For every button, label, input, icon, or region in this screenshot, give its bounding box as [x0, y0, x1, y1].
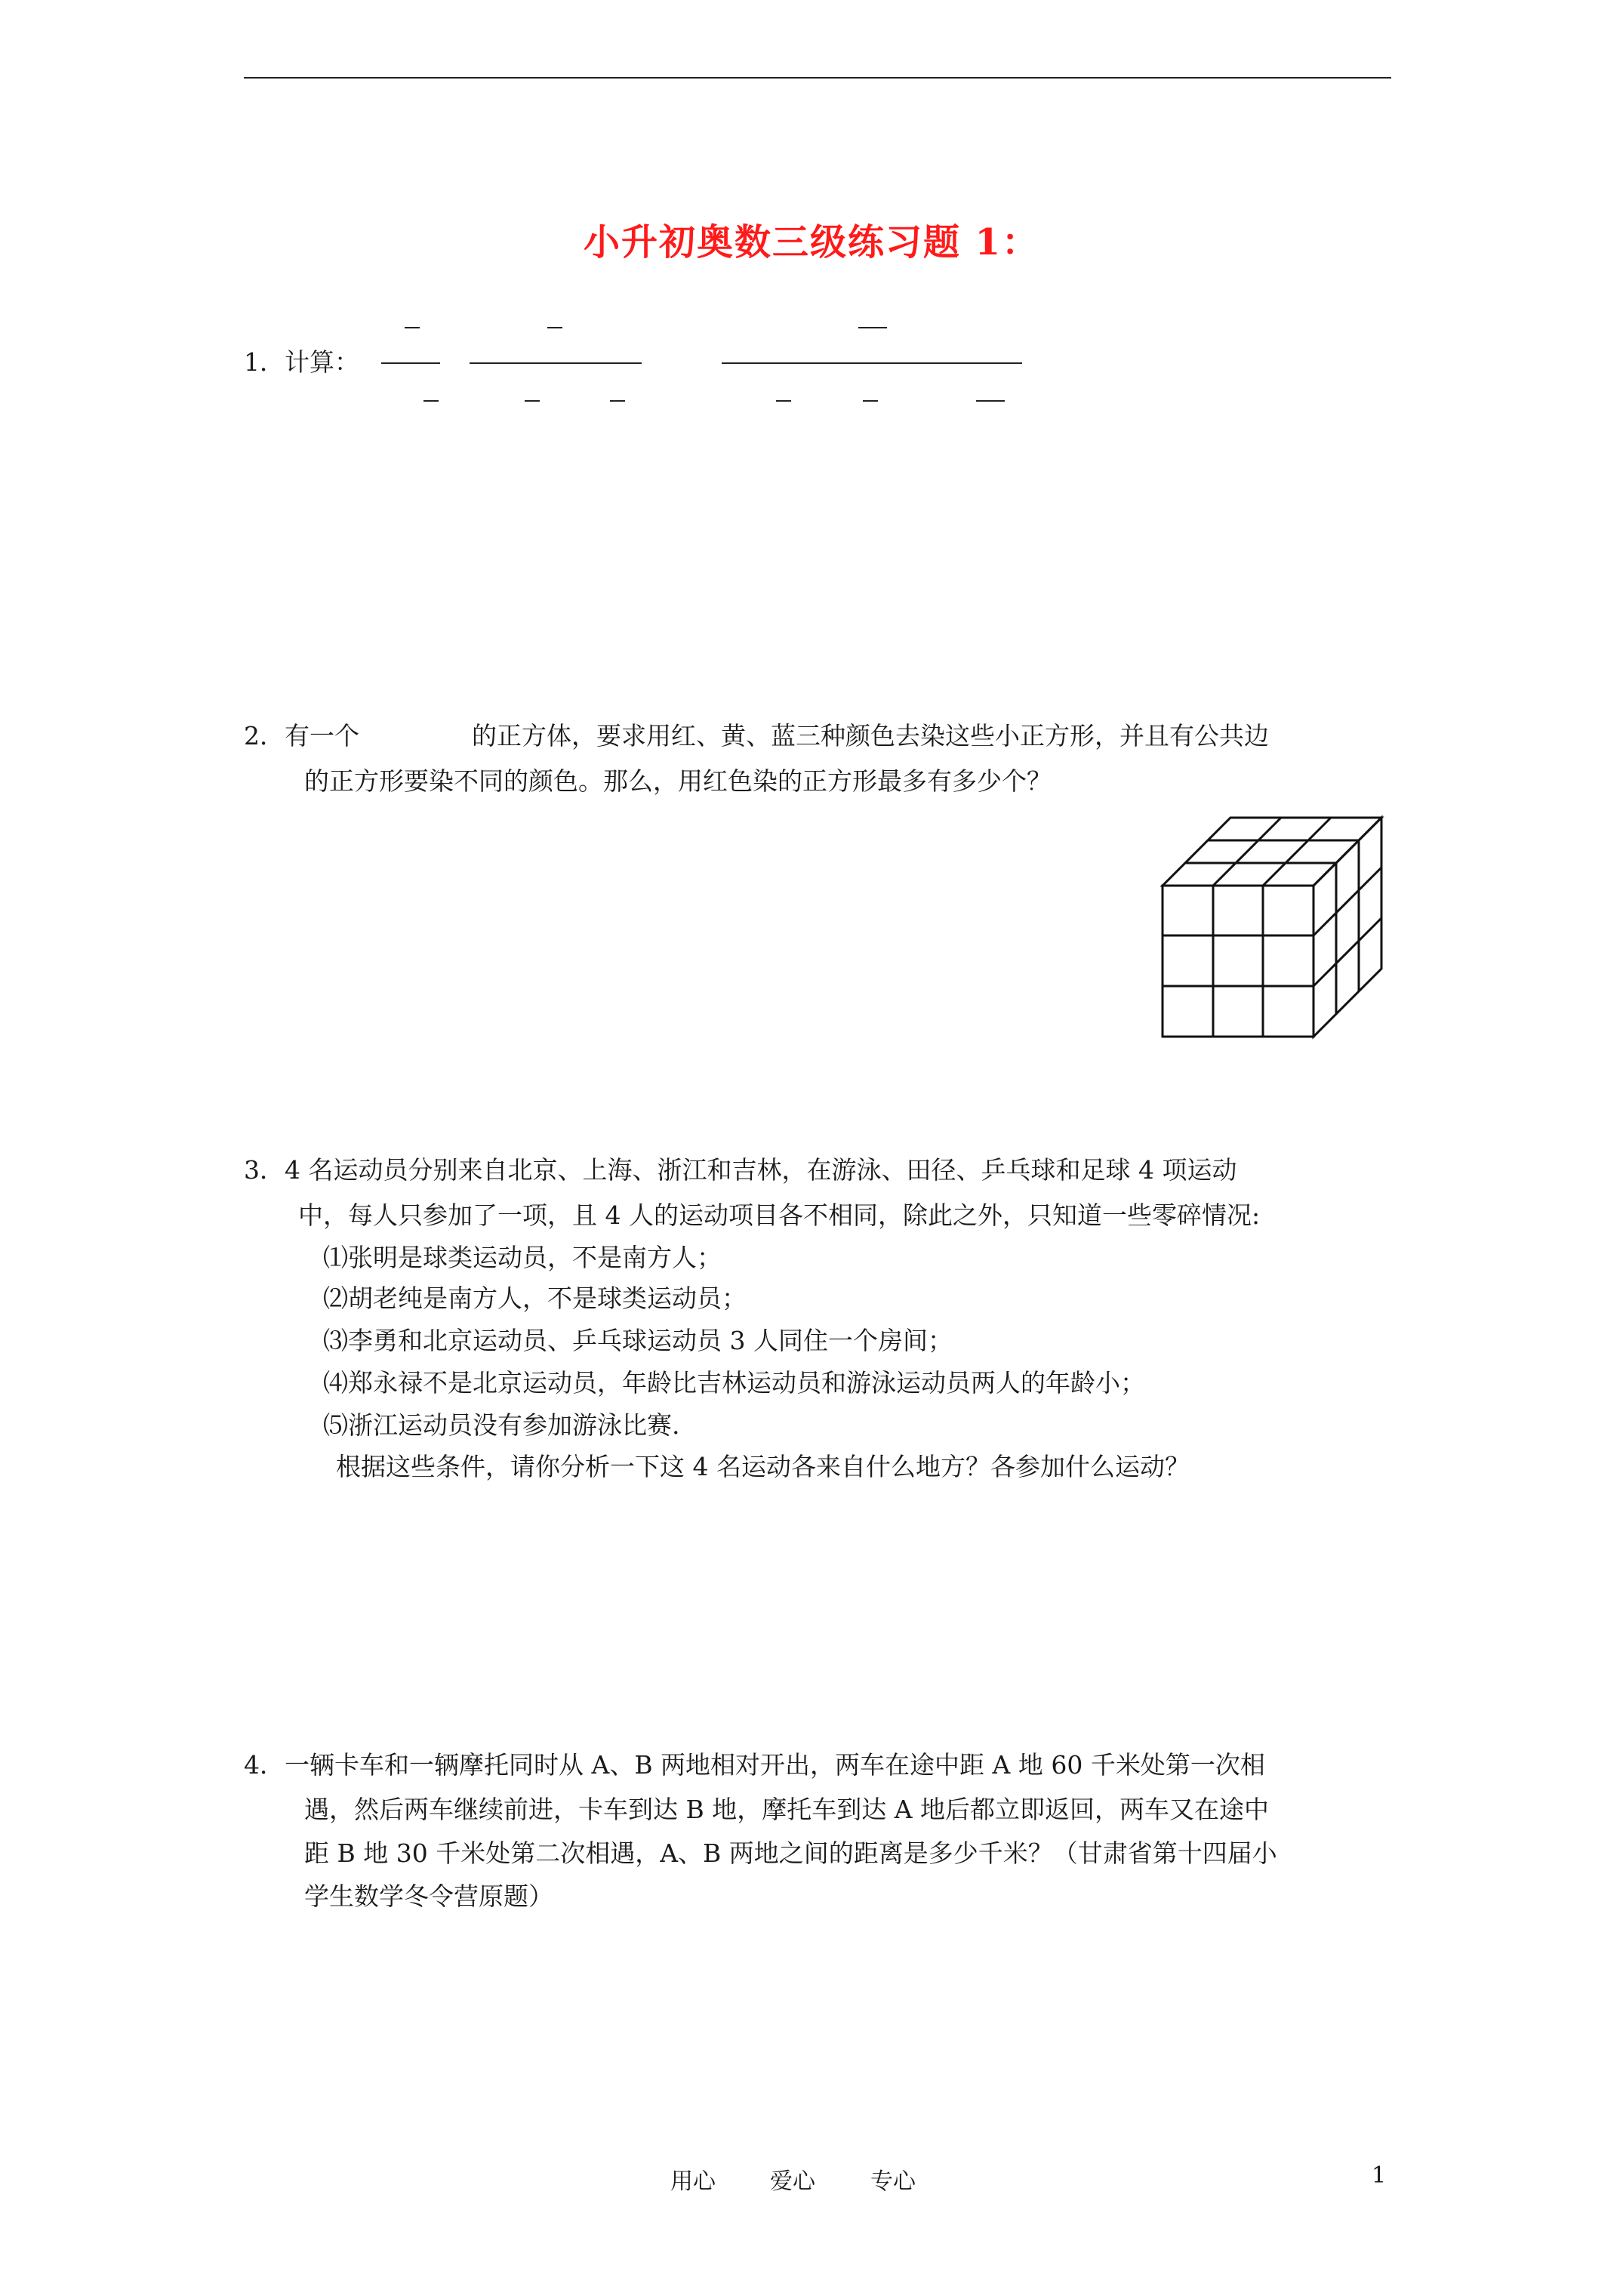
q2-line-1a: 2．有一个 — [244, 721, 359, 750]
q3-clue: ⑵胡老纯是南方人，不是球类运动员； — [323, 1284, 747, 1313]
q4-line-3: 距 B 地 30 千米处第二次相遇，A、B 两地之间的距离是多少千米？（甘肃省第十四届小 — [304, 1838, 1277, 1868]
q3-clue: ⑸浙江运动员没有参加游泳比赛. — [323, 1410, 680, 1440]
fraction-bar — [610, 400, 625, 402]
fraction-bar — [423, 400, 439, 402]
fraction-bar — [863, 400, 878, 402]
fraction-bar — [858, 327, 887, 328]
page-number: 1 — [1372, 2162, 1387, 2189]
q4-line-2: 遇，然后两车继续前进，卡车到达 B 地，摩托车到达 A 地后都立即返回，两车又在途中 — [304, 1795, 1270, 1824]
q4-line-1: 4．一辆卡车和一辆摩托同时从 A、B 两地相对开出，两车在途中距 A 地 60 千米处第一次相 — [244, 1750, 1265, 1780]
q2-line-2: 的正方形要染不同的颜色。那么，用红色染的正方形最多有多少个？ — [304, 766, 1052, 796]
q3-clue: ⑶李勇和北京运动员、乒乓球运动员 3 人同住一个房间； — [323, 1326, 953, 1355]
footer-motto-3: 专心 — [870, 2168, 916, 2195]
q3-clue: ⑴张明是球类运动员，不是南方人； — [323, 1243, 722, 1272]
q1-label: 1．计算： — [244, 347, 359, 377]
fraction-bar — [405, 327, 420, 328]
fraction-bar — [525, 400, 540, 402]
fraction-bar — [776, 400, 791, 402]
fraction-bar — [722, 362, 1022, 364]
fraction-bar — [976, 400, 1005, 402]
fraction-bar — [381, 362, 440, 364]
q3-line-2: 中，每人只参加了一项，且 4 人的运动项目各不相同，除此之外，只知道一些零碎情况: — [298, 1200, 1261, 1230]
q3-clue: ⑷郑永禄不是北京运动员，年龄比吉林运动员和游泳运动员两人的年龄小； — [323, 1368, 1145, 1398]
q2-line-1b: 的正方体，要求用红、黄、蓝三种颜色去染这些小正方形，并且有公共边 — [472, 721, 1269, 750]
cube-3x3x3-figure — [1159, 814, 1385, 1044]
footer-motto-2: 爱心 — [770, 2168, 815, 2195]
q3-line-1: 3．4 名运动员分别来自北京、上海、浙江和吉林，在游泳、田径、乒乓球和足球 4 项运动 — [244, 1155, 1237, 1185]
fraction-bar — [547, 327, 562, 328]
fraction-bar — [470, 362, 642, 364]
q4-line-4: 学生数学冬令营原题） — [304, 1881, 553, 1911]
footer-motto-1: 用心 — [670, 2168, 716, 2195]
q3-question: 根据这些条件，请你分析一下这 4 名运动各来自什么地方？各参加什么运动？ — [336, 1452, 1190, 1481]
page-title: 小升初奥数三级练习题 1： — [583, 221, 1040, 264]
header-rule — [244, 77, 1391, 79]
